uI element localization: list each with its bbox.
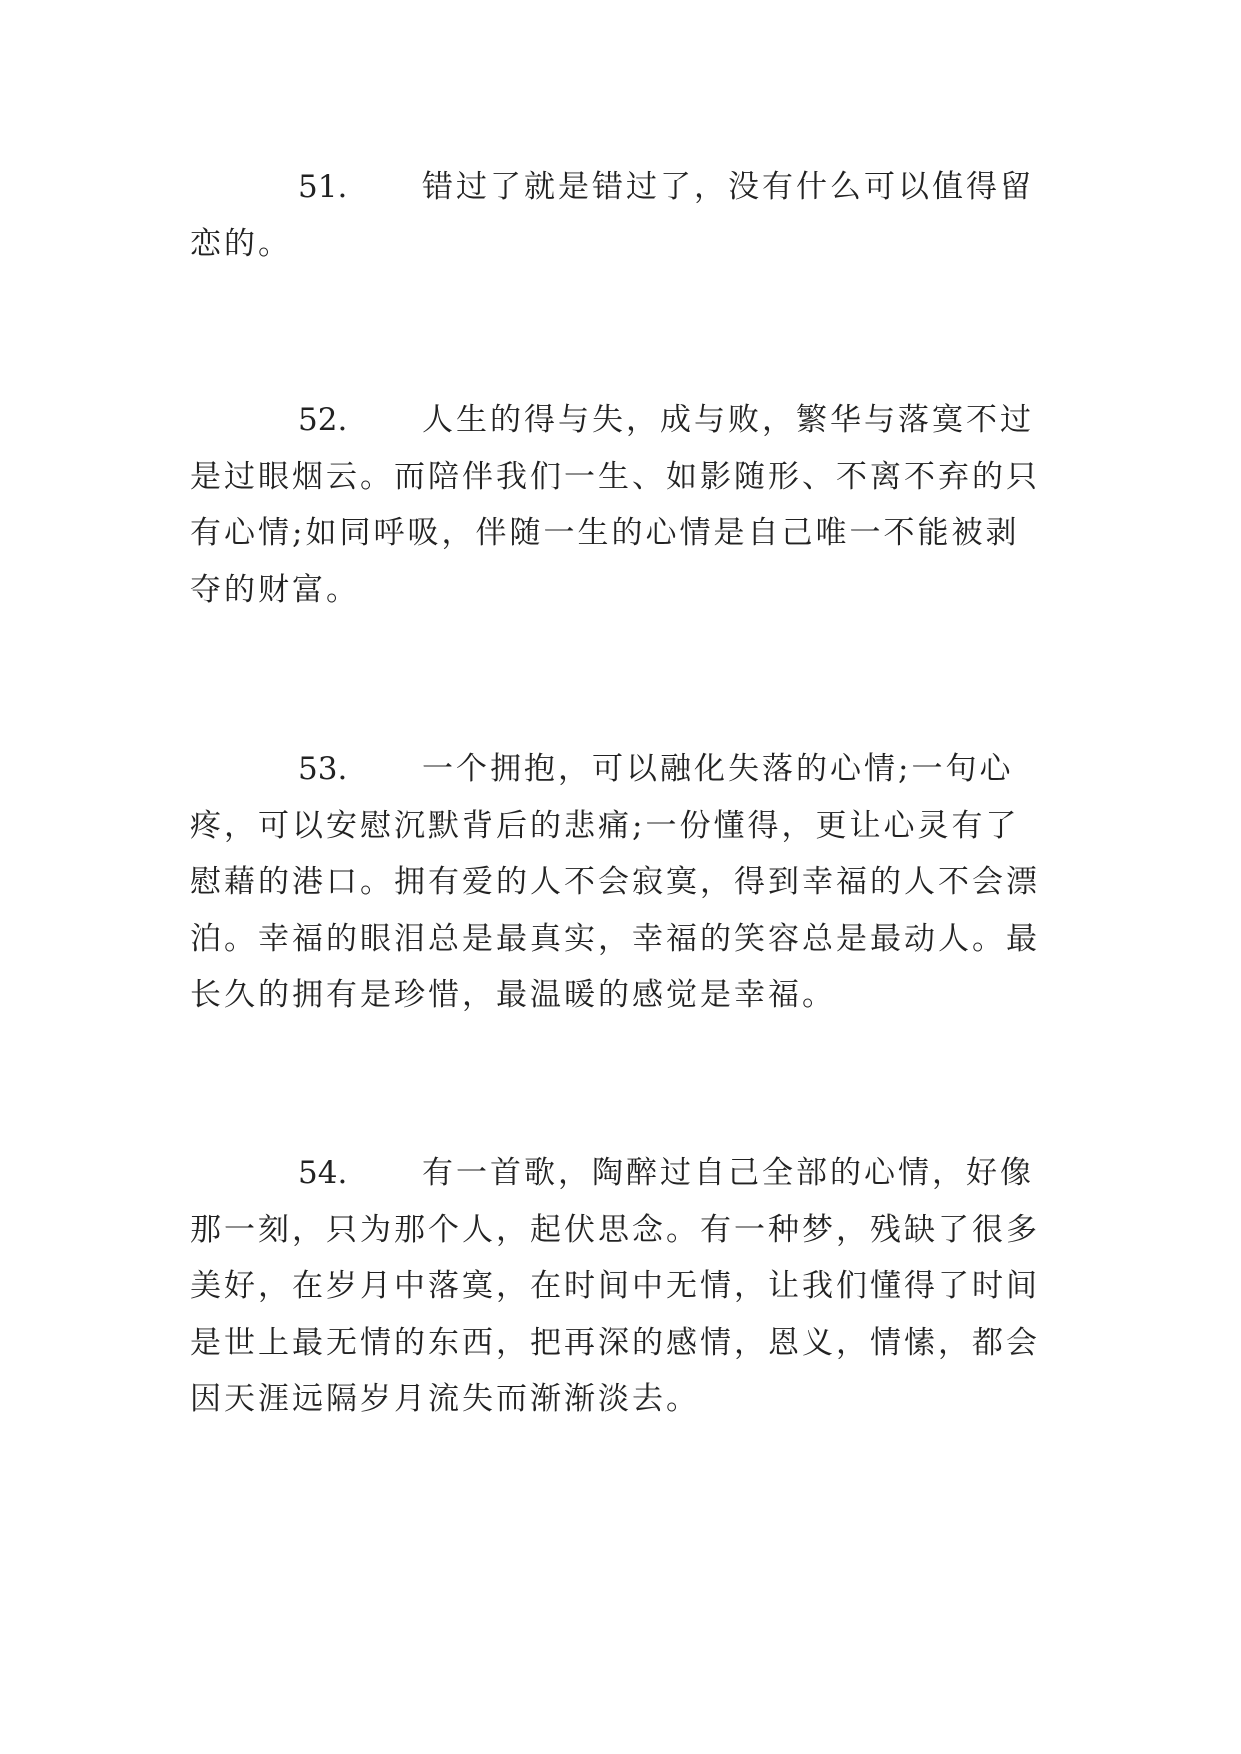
paragraph-51 <box>190 159 1050 272</box>
paragraph-number: 52. <box>298 402 348 438</box>
paragraph-text: 一个拥抱，可以融化失落的心情;一句心疼，可以安慰沉默背后的悲痛;一份懂得，更让心灵有了慰藉的港口。拥有爱的人不会寂寞，得到幸福的人不会漂泊。幸福的眼泪总是最真实，幸福的笑容总是最动人。最长久的拥有是珍惜，最温暖的感觉是幸福。 <box>190 751 1040 1013</box>
paragraph-number: 54. <box>298 1155 348 1191</box>
paragraph-54 <box>190 1145 1050 1428</box>
paragraph-number: 51. <box>298 169 348 205</box>
paragraph-53 <box>190 741 1050 1024</box>
paragraph-52 <box>190 392 1050 618</box>
paragraph-text: 错过了就是错过了，没有什么可以值得留恋的。 <box>190 169 1034 262</box>
paragraph-text: 有一首歌，陶醉过自己全部的心情，好像那一刻，只为那个人，起伏思念。有一种梦，残缺了很多美好，在岁月中落寞，在时间中无情，让我们懂得了时间是世上最无情的东西，把再深的感情，恩义，情愫，都会因天涯远隔岁月流失而渐渐淡去。 <box>190 1155 1040 1417</box>
paragraph-text: 人生的得与失，成与败，繁华与落寞不过是过眼烟云。而陪伴我们一生、如影随形、不离不弃的只有心情;如同呼吸，伴随一生的心情是自己唯一不能被剥夺的财富。 <box>190 402 1040 608</box>
paragraph-number: 53. <box>298 751 348 787</box>
